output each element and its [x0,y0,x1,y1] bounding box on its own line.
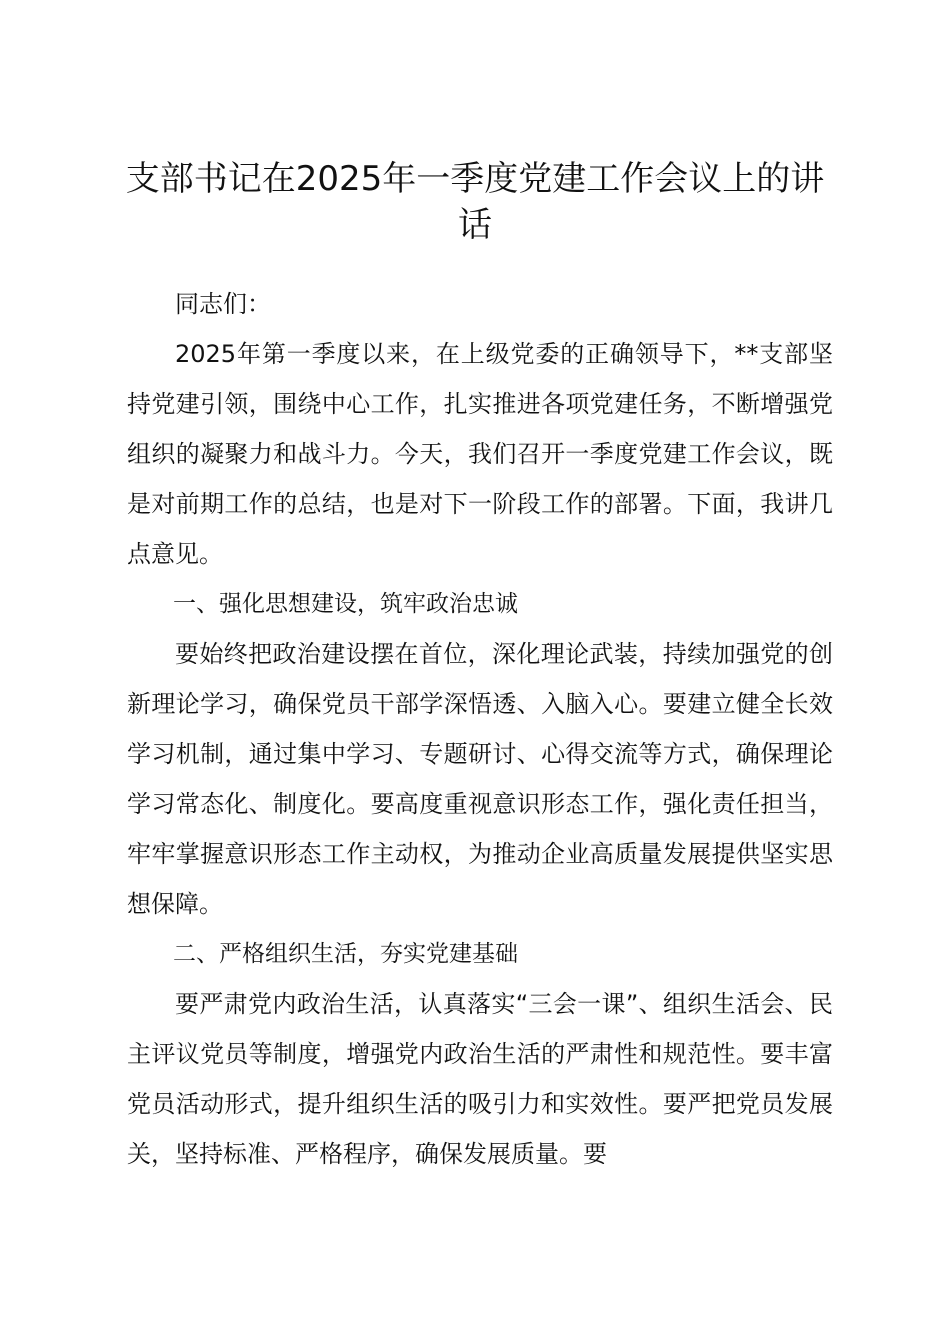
document-body [127,279,833,1179]
body-paragraph-section-2: 要严肃党内政治生活，认真落实“三会一课”、组织生活会、民主评议党员等制度，增强党内政治生活的严肃性和规范性。要丰富党员活动形式，提升组织生活的吸引力和实效性。要严把党员发展关，坚持标准、严格程序，确保发展质量。要 [127,990,833,1168]
document-title: 支部书记在2025年一季度党建工作会议上的讲话 [125,159,825,245]
section-heading-1: 一、强化思想建设，筑牢政治忠诚 [173,591,518,617]
salutation: 同志们： [175,290,271,318]
body-paragraph-intro: 2025年第一季度以来，在上级党委的正确领导下，**支部坚持党建引领，围绕中心工作，扎实推进各项党建任务，不断增强党组织的凝聚力和战斗力。今天，我们召开一季度党建工作会议，既是对前期工作的总结，也是对下一阶段工作的部署。下面，我讲几点意见。 [127,340,833,568]
body-paragraph-section-1: 要始终把政治建设摆在首位，深化理论武装，持续加强党的创新理论学习，确保党员干部学深悟透、入脑入心。要建立健全长效学习机制，通过集中学习、专题研讨、心得交流等方式，确保理论学习常态化、制度化。要高度重视意识形态工作，强化责任担当，牢牢掌握意识形态工作主动权，为推动企业高质量发展提供坚实思想保障。 [127,640,833,918]
section-heading-2: 二、严格组织生活，夯实党建基础 [173,941,518,967]
